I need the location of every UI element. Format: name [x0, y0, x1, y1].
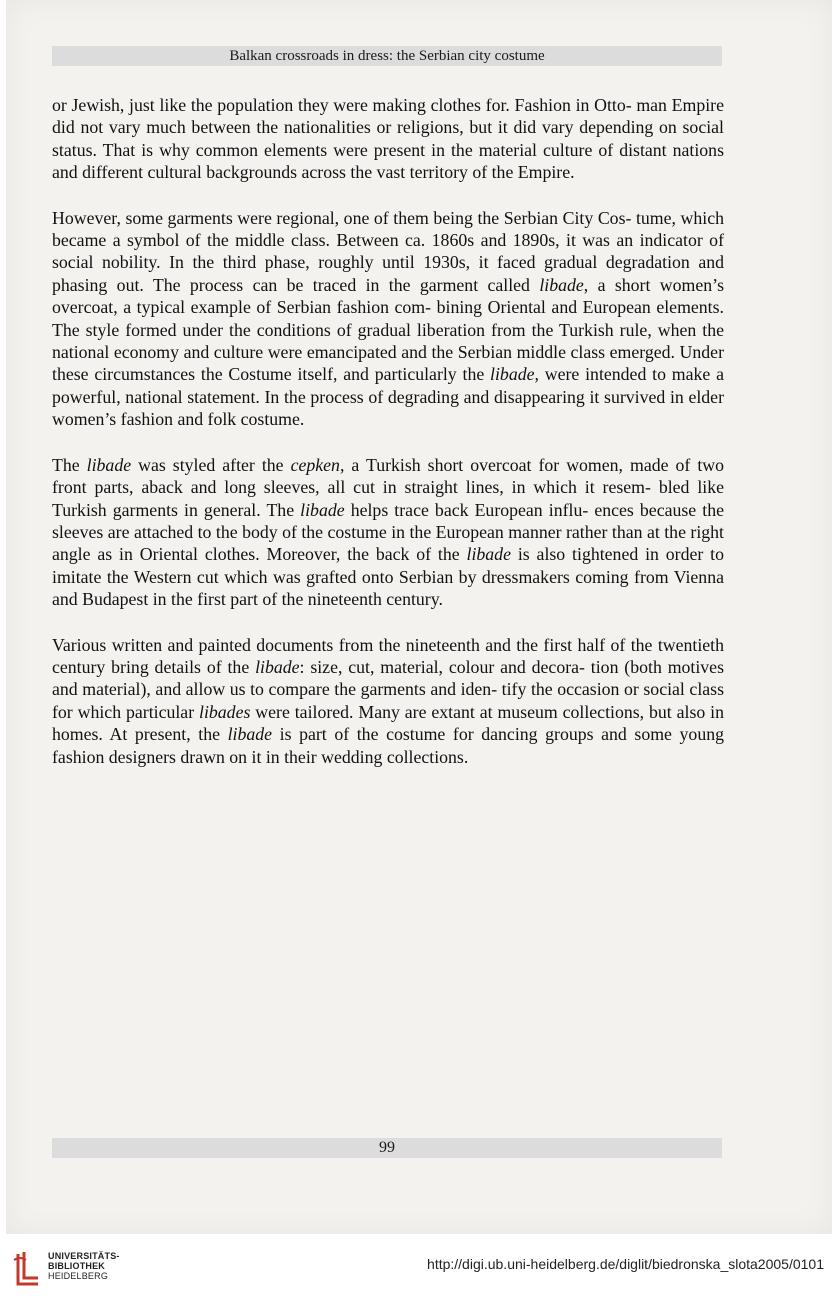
- library-logo[interactable]: [12, 1250, 172, 1288]
- paragraph: [52, 207, 724, 431]
- library-name-line3: HEIDELBERG: [48, 1271, 109, 1281]
- body-text: [52, 94, 724, 791]
- italic-term: libade: [227, 724, 273, 745]
- text-run: were intended to make a powerful, national statement. In the process of degrading and disappearing it survived in elder women’s fashion and folk costume.: [52, 364, 724, 430]
- italic-term: libade: [539, 274, 584, 295]
- permalink-url[interactable]: http://digi.ub.uni-heidelberg.de/diglit/biedronska_slota2005/0101: [427, 1256, 824, 1272]
- text-run: : size, cut, material, colour and decora- tion (both motives and material), and allow us to compare the garments and iden- tify the occasion or social class for which particular: [52, 656, 724, 722]
- italic-term: libade: [86, 454, 132, 475]
- text-run: , a Turkish short overcoat for women, made of two front parts, aback and long sleeves, all cut in straight lines, in which it resem- bled like Turkish garments in general. The: [52, 454, 724, 520]
- text-run: However, some garments were regional, one of them being the Serbian City Cos- tume, which became a symbol of the middle class. Between ca. 1860s and 1890s, it was an indicator of social nobility. In the third phase, roughly until 1930s, it faced gradual degradation and phasing out. The process can be traced in the garment called: [52, 207, 724, 295]
- italic-term: libade: [466, 544, 511, 565]
- text-run: helps trace back European influ- ences because the sleeves are attached to the body of the costume in the European manner rather than at the right angle as in Oriental clothes. Moreover, the back of the: [52, 499, 724, 565]
- text-run: or Jewish, just like the population they were making clothes for. Fashion in Otto- man Empire did not vary much between the nationalities or religions, but it did vary depending on social status. That is why common elements were present in the material culture of distant nations and different cultural backgrounds across the vast territory of the Empire.: [52, 95, 724, 183]
- library-name-line1: UNIVERSITÄTS-: [48, 1251, 120, 1261]
- library-emblem-icon: [12, 1250, 42, 1288]
- text-run: Various written and painted documents from the nineteenth and the first half of the twentieth century bring details of the: [52, 634, 724, 677]
- page-number: 99: [379, 1139, 395, 1156]
- library-name-line2: BIBLIOTHEK: [48, 1261, 105, 1271]
- text-run: is also tightened in order to imitate the Western cut which was grafted onto Serbian by dressmakers coming from Vienna and Budapest in the first part of the nineteenth century.: [52, 544, 724, 610]
- text-run: were tailored. Many are extant at museum collections, but also in homes. At present, the: [52, 701, 724, 745]
- text-run: was styled after the: [131, 454, 291, 475]
- italic-term: cepken: [290, 454, 340, 475]
- italic-term: libade,: [490, 364, 539, 385]
- italic-term: libade: [300, 499, 345, 520]
- text-run: The: [52, 454, 87, 475]
- running-title: Balkan crossroads in dress: the Serbian city costume: [229, 48, 545, 64]
- italic-term: libades: [199, 701, 251, 722]
- library-name: [48, 1251, 120, 1281]
- text-run: , a short women’s overcoat, a typical example of Serbian fashion com- bining Oriental and European elements. The style formed under the conditions of gradual liberation from the Turkish rule, when the national economy and culture were emancipated and the Serbian middle class emerged. Under these circumstances the Costume itself, and particularly the: [52, 274, 724, 385]
- text-run: is part of the costume for dancing groups and some young fashion designers drawn on it in their wedding collections.: [52, 724, 724, 767]
- paragraph: [52, 454, 724, 611]
- page-footer: [52, 1138, 722, 1158]
- paragraph: [52, 94, 724, 184]
- italic-term: libade: [255, 656, 300, 677]
- running-header: [52, 46, 722, 66]
- paragraph: [52, 634, 724, 768]
